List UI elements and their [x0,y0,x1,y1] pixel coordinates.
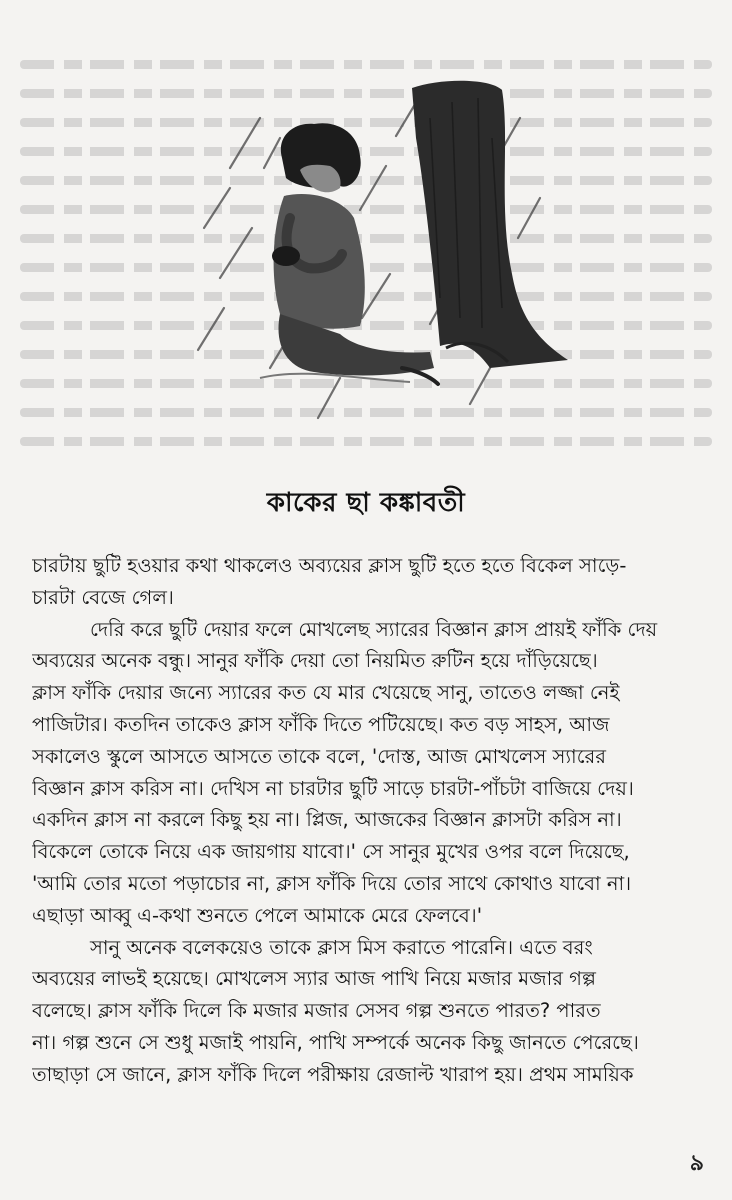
text-line: বিকেলে তোকে নিয়ে এক জায়গায় যাবো।' সে সানুর মুখের ওপর বলে দিয়েছে, [32,840,630,864]
text-line: তাছাড়া সে জানে, ক্লাস ফাঁকি দিলে পরীক্ষায় রেজাল্ট খারাপ হয়। প্রথম সাময়িক [32,1062,634,1086]
text-line: সানু অনেক বলেকয়েও তাকে ক্লাস মিস করাতে পারেনি। এতে বরং [90,935,593,959]
text-line: এছাড়া আব্বু এ-কথা শুনতে পেলে আমাকে মেরে ফেলবে।' [32,903,483,927]
text-line: সকালেও স্কুলে আসতে আসতে তাকে বলে, 'দোস্ত, আজ মোখলেস স্যারের [32,744,606,768]
text-line: চারটা বেজে গেল। [32,585,174,609]
text-line: পাজিটার। কতদিন তাকেও ক্লাস ফাঁকি দিতে পটিয়েছে। কত বড় সাহস, আজ [32,712,610,736]
rain-boy-tree-illustration [190,78,570,433]
story-title: কাকের ছা কঙ্কাবতী [266,488,466,518]
text-line: একদিন ক্লাস না করলে কিছু হয় না। প্লিজ, আজকের বিজ্ঞান ক্লাসটা করিস না। [32,808,622,832]
text-line: ক্লাস ফাঁকি দেয়ার জন্যে স্যারের কত যে মার খেয়েছে সানু, তাতেও লজ্জা নেই [32,681,620,705]
page-number: ৯ [689,1151,704,1176]
text-line: না। গল্প শুনে সে শুধু মজাই পায়নি, পাখি সম্পর্কে অনেক কিছু জানতে পেরেছে। [32,1030,639,1054]
text-line: 'আমি তোর মতো পড়াচোর না, ক্লাস ফাঁকি দিয়ে তোর সাথে কোথাও যাবো না। [32,871,632,895]
bird-in-hands [272,246,300,266]
text-line: বিজ্ঞান ক্লাস করিস না। দেখিস না চারটার ছুটি সাড়ে চারটা-পাঁচটা বাজিয়ে দেয়। [32,776,634,800]
story-body [32,550,708,1091]
text-line: দেরি করে ছুটি দেয়ার ফলে মোখলেছ স্যারের বিজ্ঞান ক্লাস প্রায়ই ফাঁকি দেয় [90,617,658,641]
text-line: চারটায় ছুটি হওয়ার কথা থাকলেও অব্যয়ের ক্লাস ছুটি হতে হতে বিকেল সাড়ে- [32,554,627,577]
text-line: অব্যয়ের লাভই হয়েছে। মোখলেস স্যার আজ পাখি নিয়ে মজার মজার গল্প [32,967,596,991]
text-line: বলেছে। ক্লাস ফাঁকি দিলে কি মজার মজার সেসব গল্প শুনতে পারত? পারত [32,999,601,1023]
text-line: অব্যয়ের অনেক বন্ধু। সানুর ফাঁকি দেয়া তো নিয়মিত রুটিন হয়ে দাঁড়িয়েছে। [32,649,598,673]
